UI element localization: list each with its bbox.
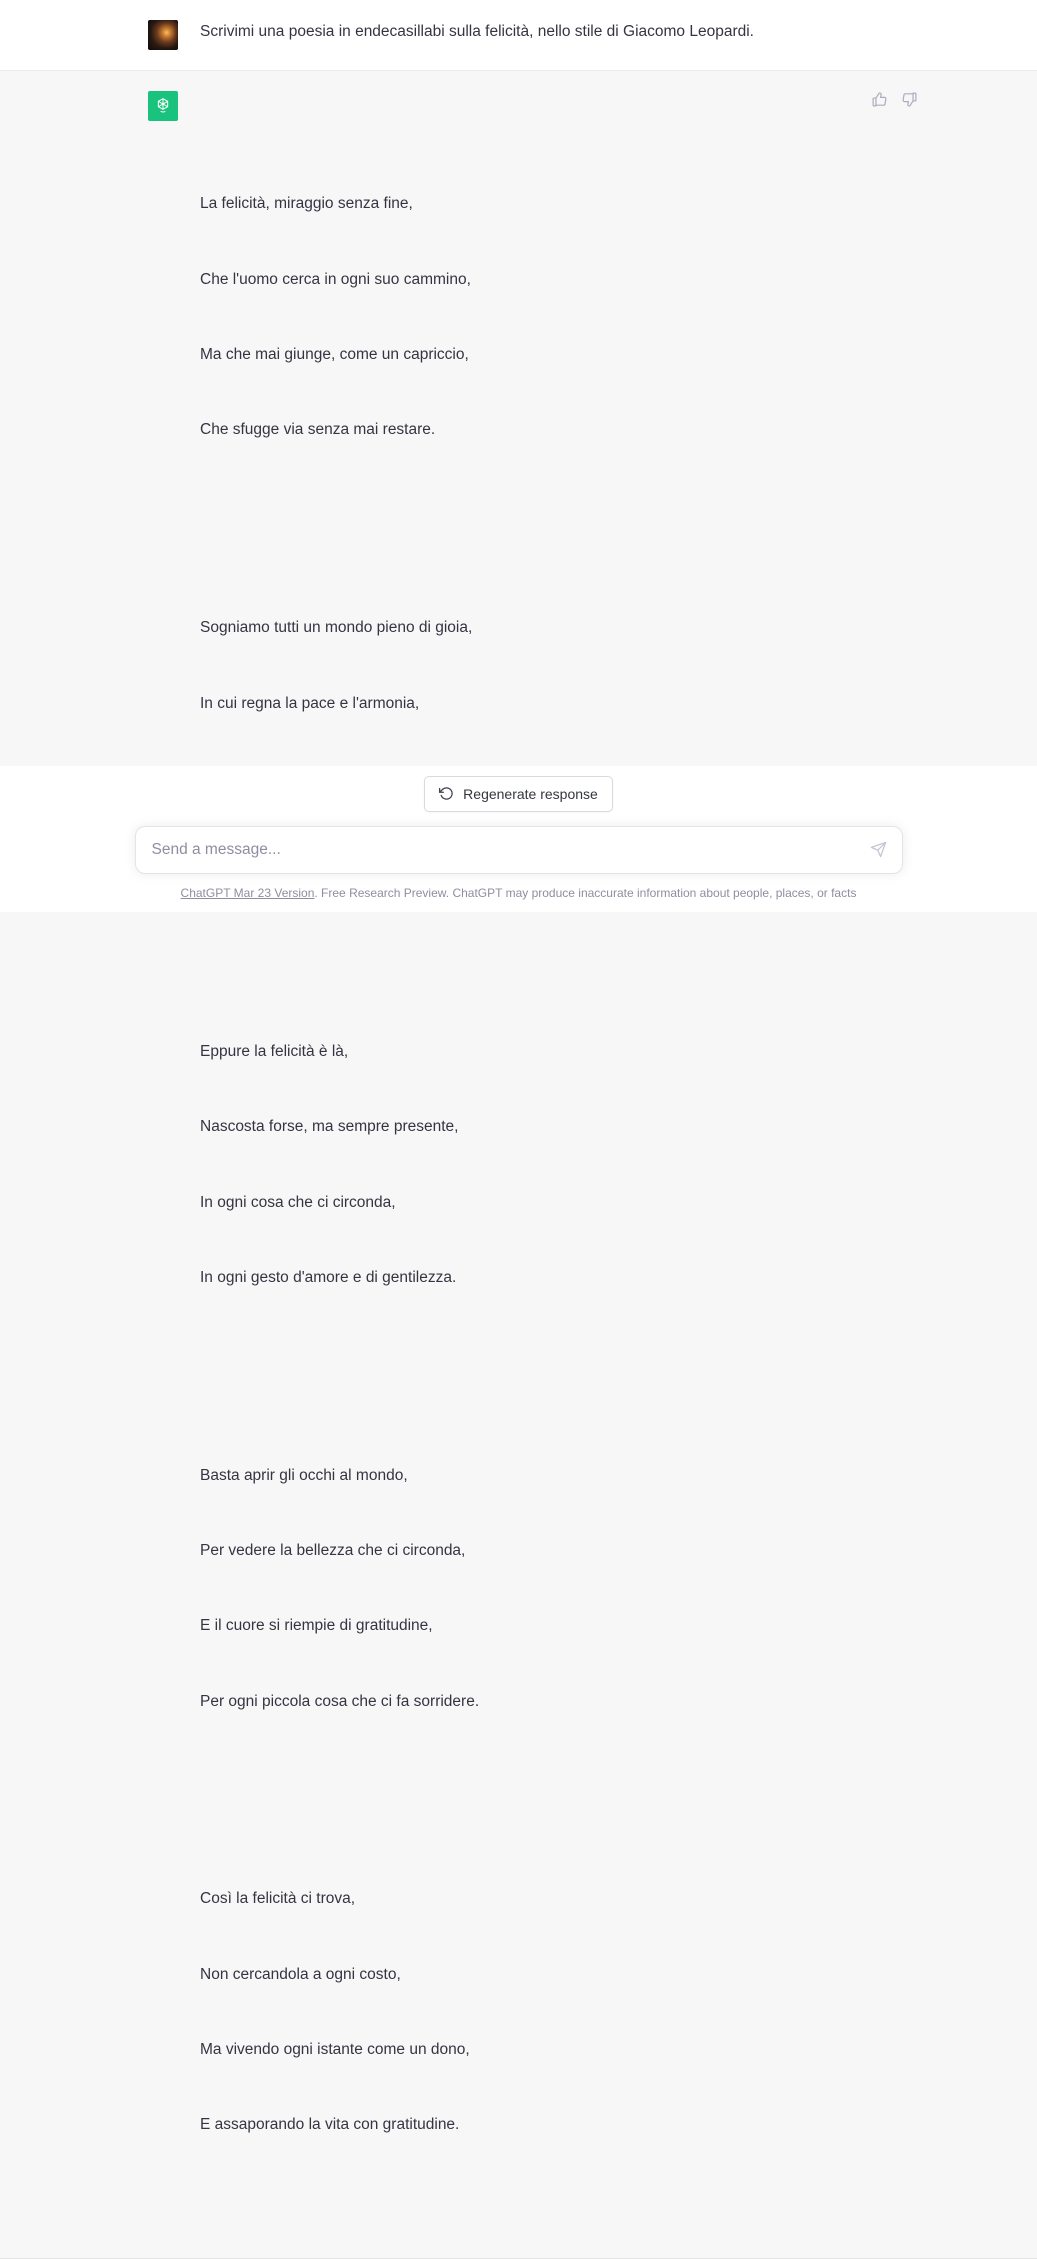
poem-line: Ma che mai giunge, come un capriccio, <box>200 346 469 364</box>
message-input[interactable] <box>136 827 902 873</box>
poem-line: Per vedere la bellezza che ci circonda, <box>200 1542 466 1560</box>
poem-stanza <box>200 1836 887 2188</box>
poem-line: Sogniamo tutti un mondo pieno di gioia, <box>200 619 473 637</box>
poem-line: Che sfugge via senza mai restare. <box>200 421 436 439</box>
refresh-icon <box>439 786 454 801</box>
thumbs-down-icon[interactable] <box>899 89 919 109</box>
poem-line: Basta aprir gli occhi al mondo, <box>200 1466 408 1484</box>
disclaimer-text: . Free Research Preview. ChatGPT may produce inaccurate information about people, places, or facts <box>314 885 857 900</box>
poem-stanza <box>200 1412 887 1764</box>
composer-wrap <box>0 820 1037 874</box>
regenerate-response-label: Regenerate response <box>463 785 598 802</box>
poem-line: Non cercandola a ogni costo, <box>200 1965 401 1983</box>
poem-stanza <box>200 141 887 493</box>
thumbs-up-icon[interactable] <box>869 89 889 109</box>
assistant-message-text <box>200 91 1037 2238</box>
poem-line: Per ogni piccola cosa che ci fa sorridere. <box>200 1692 480 1710</box>
regenerate-wrap <box>0 766 1037 820</box>
poem-line: In ogni gesto d'amore e di gentilezza. <box>200 1268 457 1286</box>
poem-line: Nascosta forse, ma sempre presente, <box>200 1118 459 1136</box>
feedback-controls <box>869 89 919 109</box>
send-icon[interactable] <box>868 839 890 861</box>
chatgpt-avatar <box>148 91 178 121</box>
poem-stanza <box>200 989 887 1341</box>
user-message-row <box>0 0 1037 71</box>
poem-line: Ma vivendo ogni istante come un dono, <box>200 2041 470 2059</box>
poem-line: Che l'uomo cerca in ogni suo cammino, <box>200 270 471 288</box>
user-avatar-column <box>148 20 178 50</box>
poem-line: E il cuore si riempie di gratitudine, <box>200 1617 433 1635</box>
bottom-bar <box>0 766 1037 912</box>
composer[interactable] <box>135 826 903 874</box>
poem-line: E assaporando la vita con gratitudine. <box>200 2116 460 2134</box>
assistant-message-row <box>0 71 1037 2259</box>
regenerate-response-button[interactable] <box>424 776 613 812</box>
user-avatar <box>148 20 178 50</box>
poem-line: Così la felicità ci trova, <box>200 1890 356 1908</box>
poem-line: In ogni cosa che ci circonda, <box>200 1193 396 1211</box>
version-link[interactable]: ChatGPT Mar 23 Version <box>180 885 315 900</box>
assistant-avatar-column <box>148 91 178 2238</box>
poem-line: La felicità, miraggio senza fine, <box>200 195 413 213</box>
footer-disclaimer <box>0 874 1037 912</box>
poem-line: In cui regna la pace e l'armonia, <box>200 694 420 712</box>
poem-line: Eppure la felicità è là, <box>200 1042 349 1060</box>
user-message-text: Scrivimi una poesia in endecasillabi sulla felicità, nello stile di Giacomo Leopardi. <box>200 23 754 40</box>
